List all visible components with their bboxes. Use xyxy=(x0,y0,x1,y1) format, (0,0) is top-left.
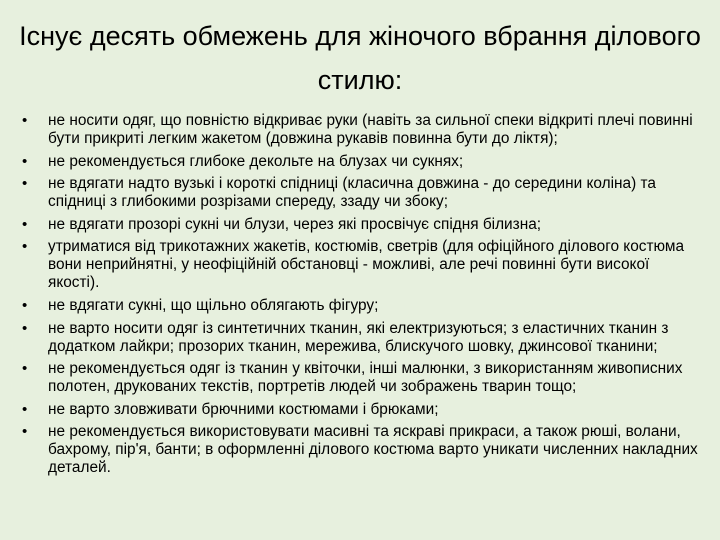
bullet-icon: • xyxy=(22,423,28,441)
bullet-icon: • xyxy=(22,400,28,418)
list-item-text: не вдягати сукні, що щільно облягають фігуру; xyxy=(48,296,379,314)
list-item xyxy=(22,216,702,234)
bullet-icon: • xyxy=(22,319,28,337)
list-item-text: не рекомендується глибоке декольте на блузах чи сукнях; xyxy=(48,152,464,170)
bullet-list xyxy=(22,112,702,482)
list-item xyxy=(22,112,702,148)
list-item xyxy=(22,401,702,419)
list-item-text: не варто зловживати брючними костюмами і брюками; xyxy=(48,400,439,418)
bullet-icon: • xyxy=(22,296,28,314)
list-item-text: не вдягати прозорі сукні чи блузи, через які просвічує спідня білизна; xyxy=(48,215,542,233)
list-item xyxy=(22,423,702,477)
bullet-icon: • xyxy=(22,175,28,193)
list-item xyxy=(22,175,702,211)
bullet-icon: • xyxy=(22,152,28,170)
slide-title: Існує десять обмежень для жіночого вбрання ділового стилю: xyxy=(19,21,701,95)
bullet-icon: • xyxy=(22,360,28,378)
list-item-text: не носити одяг, що повністю відкриває руки (навіть за сильної спеки відкриті плечі повинні бути прикриті легким жакетом (довжина рукавів повинна бути до ліктя); xyxy=(48,112,693,147)
list-item xyxy=(22,297,702,315)
list-item xyxy=(22,153,702,171)
bullet-icon: • xyxy=(22,112,28,129)
bullet-icon: • xyxy=(22,238,28,256)
list-item-text: не варто носити одяг із синтетичних тканин, які електризуються; з еластичних тканин з додатком лайкри; прозорих тканин, мережива, блискучого шовку, джинсової тканини; xyxy=(48,319,669,355)
list-item xyxy=(22,320,702,356)
list-item-text: утриматися від трикотажних жакетів, костюмів, светрів (для офіційного ділового костюма вони неприйнятні, у неофіційній обстановці - можливі, але речі повинні бути високої якості). xyxy=(48,238,685,292)
list-item-text: не рекомендується одяг із тканин у квіточки, інші малюнки, з використанням живописних полотен, друкованих текстів, портретів людей чи зображень тварин тощо; xyxy=(48,360,683,396)
list-item-text: не рекомендується використовувати масивні та яскраві прикраси, а також рюші, волани, бахрому, пір'я, банти; в оформленні ділового костюма варто уникати численних накладних деталей. xyxy=(48,423,698,477)
list-item xyxy=(22,360,702,396)
bullet-icon: • xyxy=(22,215,28,233)
list-item xyxy=(22,238,702,292)
list-item-text: не вдягати надто вузькі і короткі спідниці (класична довжина - до середини коліна) та спідниці з глибокими розрізами спереду, ззаду чи збоку; xyxy=(48,175,656,211)
